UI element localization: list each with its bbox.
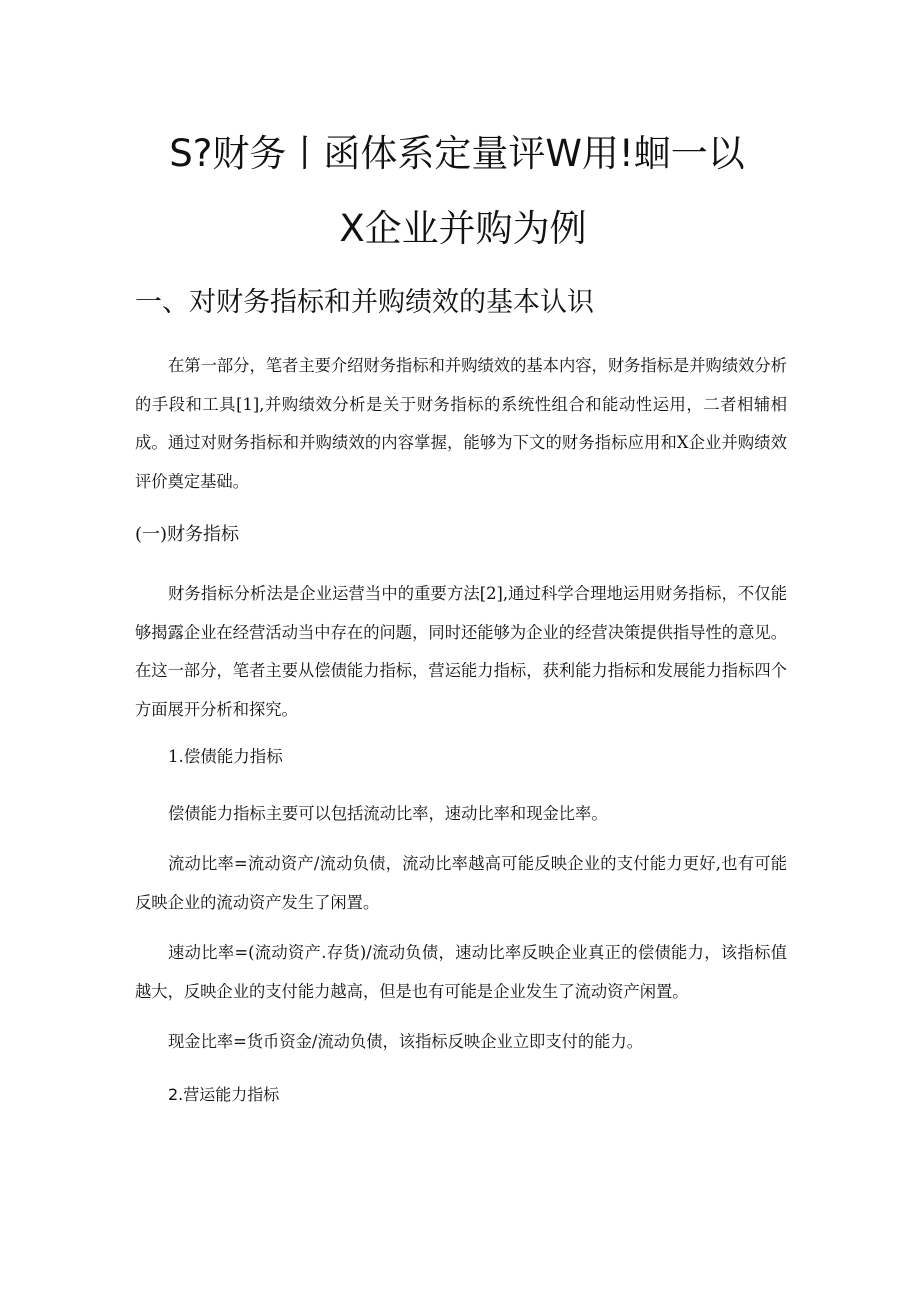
subsection-1-paragraph: 财务指标分析法是企业运营当中的重要方法[2],通过科学合理地运用财务指标，不仅能够揭露企业在经营活动当中存在的问题，同时还能够为企业的经营决策提供指导性的意见。在这一部分，笔者主要从偿债能力指标，营运能力指标，获利能力指标和发展能力指标四个方面展开分析和探究。 <box>135 584 787 719</box>
quick-ratio-paragraph: 速动比率=(流动资产.存货)/流动负债，速动比率反映企业真正的偿债能力，该指标值越大，反映企业的支付能力越高，但是也有可能是企业发生了流动资产闲置。 <box>135 943 787 1001</box>
section-1-intro-paragraph: 在第一部分，笔者主要介绍财务指标和并购绩效的基本内容，财务指标是并购绩效分析的手段和工具[1],并购绩效分析是关于财务指标的系统性组合和能动性运用，二者相辅相成。通过对财务指标和并购绩效的内容掌握，能够为下文的财务指标应用和X企业并购绩效评价奠定基础。 <box>135 356 787 491</box>
current-ratio-paragraph: 流动比率=流动资产/流动负债，流动比率越高可能反映企业的支付能力更好,也有可能反映企业的流动资产发生了闲置。 <box>135 854 787 912</box>
item-2-heading: 2.营运能力指标 <box>168 1085 280 1104</box>
item-1-intro-paragraph: 偿债能力指标主要可以包括流动比率，速动比率和现金比率。 <box>168 804 608 823</box>
item-1-heading: 1.偿债能力指标 <box>168 747 283 766</box>
document-title-line-2: X企业并购为例 <box>339 207 587 250</box>
cash-ratio-paragraph: 现金比率=货币资金/流动负债，该指标反映企业立即支付的能力。 <box>168 1032 644 1051</box>
subsection-1-heading: (一)财务指标 <box>135 524 240 545</box>
document-title-line-1: S?财务丨函体系定量评W用!蛔一以 <box>169 132 745 175</box>
section-1-heading: 一、对财务指标和并购绩效的基本认识 <box>135 287 594 318</box>
